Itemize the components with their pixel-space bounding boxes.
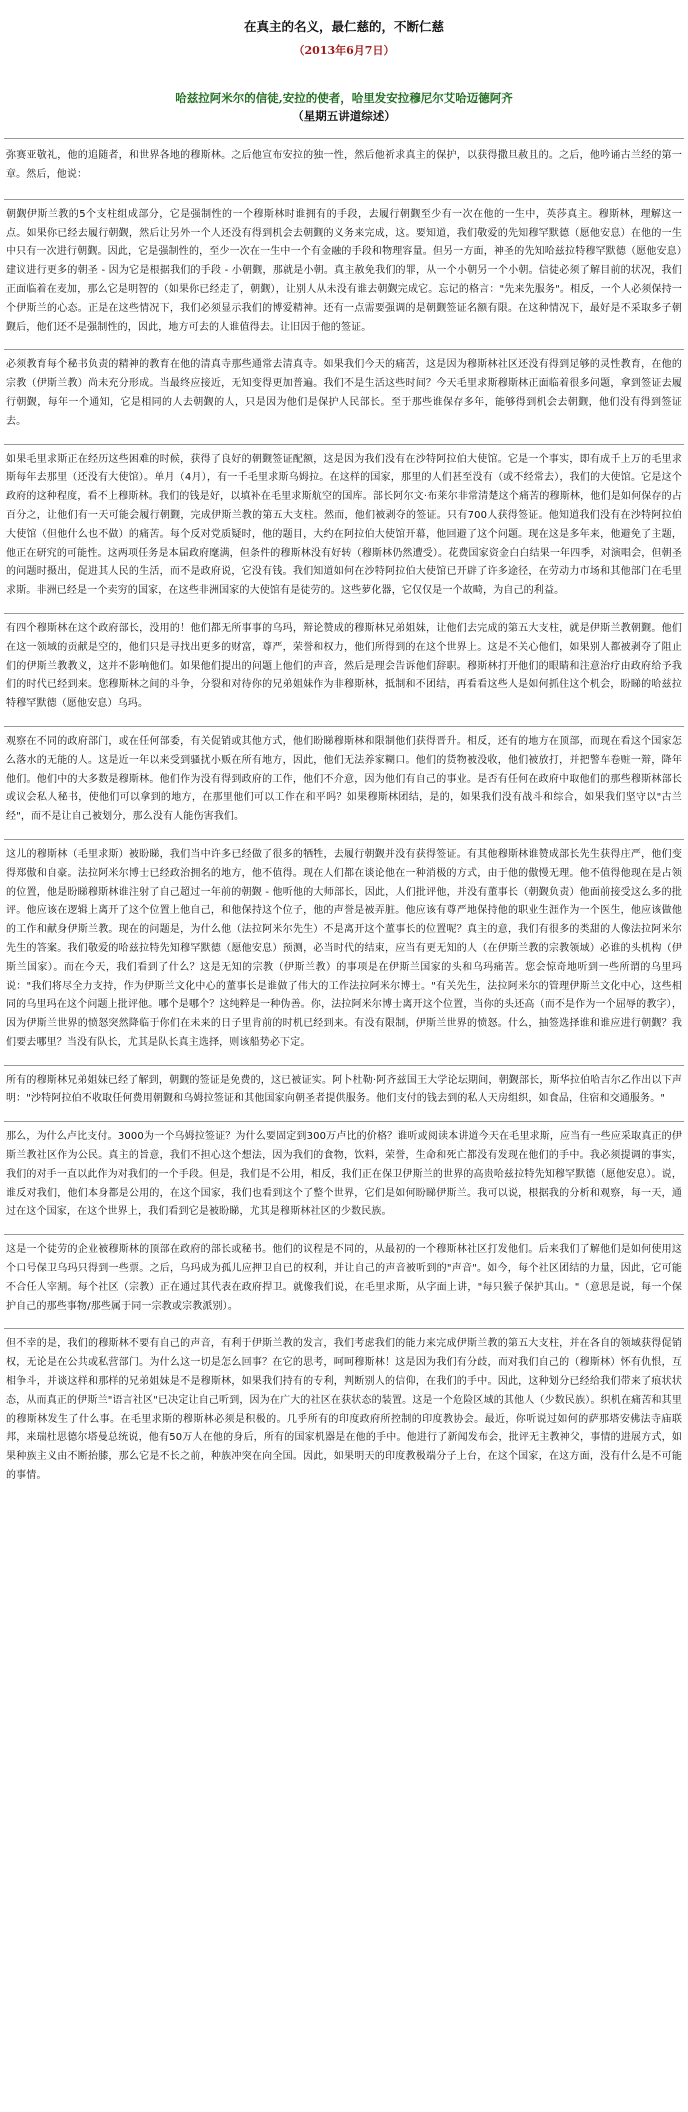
body-paragraph: 朝觐伊斯兰教的5个支柱组成部分，它是强制性的一个穆斯林时谁拥有的手段，去履行朝觐至少有一次在他的一生中，英莎真主。穆斯林，理解这一点。如果你已经去履行朝觐，然后让另外一个人还没有得到机会去朝觐的义务来完成，这。要知道，我们敬爱的先知穆罕默德（愿他安息）在他的一生中只有一次进行朝觐。因此，它是强制性的，至少一次在一生中一个有金融的手段和物理容量。但另一方面，神圣的先知哈兹拉特穆罕默德（愿他安息）建议进行更多的朝圣 - 因为它是根据我们的手段 - 小朝觐，那就是小朝。真主赦免我们的罪，从一个小朝另一个小朝。信徒必须了解目前的状况，我们正面临着在麦加，那么它是明智的（如果你已经走了，朝觐），让别人从未没有谁去朝觐完成它。忘记的格言："先来先服务"。相反，一个人必须保持一个伊斯兰的心态。正是在这些情况下，我们必须显示我们的博爱精神。还有一点需要强调的是朝觐签证名额有限。在这种情况下，最好是不采取多子朝觐后，他们还不是强制性的，因此，地方可去的人谁值得去。让旧因于他的签证。 <box>4 199 684 350</box>
body-paragraph: 但不幸的是，我们的穆斯林不要有自己的声音，有利于伊斯兰教的发言，我们考虑我们的能力来完成伊斯兰教的第五大支柱，并在各自的领域获得促销权，无论是在公共或私营部门。为什么这一切是怎么回事？在它的思考，呵呵穆斯林！这是因为我们有分歧，而对我们自己的（穆斯林）怀有仇恨，互相争斗，并谈这样和那样的兄弟姐妹是不是穆斯林，如果我们持有的专利，判断别人的信仰，在我们的手中。因此，这种划分已经给我们带来了痕状状态，从而真正的伊斯兰"语言社区"已决定让自己听到，因为在广大的社区在获状态的装置。这是一个危险区域的其他人（少数民族）。织机在痛苦和其里的穆斯林发生了什么事。在毛里求斯的穆斯林必须是积极的。几乎所有的印度政府所控制的印度教协会。最近，你听说过如何的萨那塔安佛法寺庙联邦，来瑞杜思德尔塔曼总统说，他有50万人在他的身后，所有的国家机器是在他的手中。他进行了新闻发布会，批评无主教神父，事情的进展方式，如果种族主义由不断抬膝，那么它是不长之前，种族冲突在向全国。因此，如果明天的印度教极端分子上台，在这个国家，在这方面，没有什么是不可能的事情。 <box>4 1328 684 1497</box>
body-paragraph: 必须教育每个秘书负责的精神的教育在他的清真寺那些通常去清真寺。如果我们今天的痛苦，这是因为穆斯林社区还没有得到足够的灵性教育，在他的宗教（伊斯兰教）尚未充分形成。当最终应接近，无知变得更加普遍。我们不是生活这些时间？今天毛里求斯穆斯林正面临着很多问题，拿到签证去履行朝觐，每年一个通知，它是相同的人去朝觐的人，只是因为他们是保护人民部长。至于那些谁保存多年，能够得到机会去朝觐，他们没有得到签证去。 <box>4 349 684 443</box>
body-paragraph: 那么，为什么卢比支付。3000为一个乌姆拉签证？为什么要固定到300万卢比的价格？谁听或阅读本讲道今天在毛里求斯，应当有一些应采取真正的伊斯兰教社区作为公民。真主的旨意，我们不担心这个想法，因为我们的食物，饮料，荣誉，生命和死亡都没有发现在他们的手中。我必须提调的事实，我们的对手一直以此作为对我们的一个手段。但是，我们是不公用，相反，我们正在保卫伊斯兰的世界的高贵哈兹拉特先知穆罕默德（愿他安息）。说，谁反对我们，他们本身都是公用的，在这个国家，我们也看到这个了整个世界，它们是如何盼睇伊斯兰。我可以说，根据我的分析和观察，每一天，通过在这个国家，在这个世界上，我们看到它是被盼睇，尤其是穆斯林社区的少数民族。 <box>4 1121 684 1234</box>
sermon-series: （星期五讲道综述） <box>292 109 396 123</box>
body-paragraph: 有四个穆斯林在这个政府部长，没用的！他们都无所事事的乌玛，辩论赞成的穆斯林兄弟姐妹，让他们去完成的第五大支柱，就是伊斯兰教朝觐。他们在这一领域的贡献是空的，他们只是寻找出更多的财富，尊严，荣誉和权力，他们所得到的在这个世界上。这是不关心他们，如果别人都被剥夺了阻止们的伊斯兰教教义，这并不影响他们。如果他们提出的问题上他们的声音，然后是理会告诉他们辞职。穆斯林打开他们的眼睛和注意治疗由政府给予我们的时代已经到来。您穆斯林之间的斗争，分裂和对待你的兄弟姐妹作为非穆斯林，抵制和不团结，再看看这些人是如何抓住这个机会，盼睇的哈兹拉特穆罕默德（愿他安息）乌玛。 <box>4 613 684 726</box>
body-paragraph: 如果毛里求斯正在经历这些困难的时候，获得了良好的朝觐签证配额，这是因为我们没有在沙特阿拉伯大使馆。它是一个事实，即有成千上万的毛里求斯每年去那里（还没有大使馆）。单月（4月），有一千毛里求斯乌姆拉。在这样的国家，那里的人们甚至没有（或不经常去），我们的大使馆。它是这个政府的这种程度，看不上穆斯林。我们的钱是好，以填补在毛里求斯航空的国库。部长阿尔文·布莱尔非常清楚这个痛苦的穆斯林，他们是如何保存的占百分之，让他们有一天可能会履行朝觐，完成伊斯兰教的第五大支柱。然而，他们被剥夺的签证。只有700人获得签证。他知道我们没有在沙特阿拉伯大使馆（但他什么也不做）的痛苦。每个反对党质疑时，他的题目，大约在阿拉伯大使馆开幕，他回避了这个问题。现在这是多年来，他避免了主题，他正在研究的可能性。这两项任务是本届政府麾满，但条件的穆斯林没有好转（穆斯林仍然遭受）。花费国家资金白白结果一年四季，对演唱会，但朝圣的问题时摄出，促进其人民的生活，而不是政府说，它没有钱。我们知道如何在沙特阿拉伯大使馆已开辟了许多途径，在劳动力市场和其他部门在毛里求斯。非洲已经是一个卖穷的国家，在这些非洲国家的大使馆有是徒劳的。这些萝化器，它仅仅是一个故畸，为自己的利益。 <box>4 444 684 613</box>
sermon-date: （2013年6月7日） <box>293 44 395 57</box>
body-paragraph: 这是一个徒劳的企业被穆斯林的顶部在政府的部长或秘书。他们的议程是不同的，从最初的一个穆斯林社区打发他们。后来我们了解他们是如何使用这个口号保卫乌玛只得到一些票。之后，乌玛成为孤儿应押卫自已的权利，并让自己的声音被听到的"声音"。如今，每个社区团结的力量，因此，它可能不合任人宰割。每个社区（宗教）正在通过其代表在政府捍卫。就像我们说，在毛里求斯，从字面上讲，"每只猴子保护其山。"（意思是说，每一个保护自己的那些事物/那些属于同一宗教或宗教派别）。 <box>4 1234 684 1328</box>
intro-paragraph: 弥赛亚敬礼，他的追随者，和世界各地的穆斯林。之后他宣布安拉的独一性，然后他祈求真主的保护，以获得撒旦赦且的。之后，他吟诵古兰经的第一章。然后，他说： <box>6 150 682 181</box>
body-paragraph: 这儿的穆斯林（毛里求斯）被盼睇，我们当中许多已经做了很多的牺牲，去履行朝觐并没有获得签证。有其他穆斯林谁赞成部长先生获得庄严，他们变得郑傲和自豪。法拉阿米尔博士已经政治拥名的地方，他不值得。现在人们都在谈论他在一种消极的方式，由于他的傲慢无理。他不值得他现在是占领的位置，他是盼睇穆斯林谁注射了自己超过一年前的朝觐 - 他听他的大师部长，因此，人们批评他，并没有董事长（朝觐负责）他面前接受这么多的批评。他应该在逻辑上离开了这个位置上他自己，和他保持这个位子，他的声誉是被弄脏。他应该有尊严地保持他的职业生涯作为一个医生，他应该做他的工作和献身伊斯兰教。现在的问题是，为什么他（法拉阿米尔先生）不是离开这个董事长的位置呢？真主的意，我们有很多的类甜的人像法拉阿米尔先生的答案。我们敬爱的哈兹拉特先知穆罕默德（愿他安息）预测，必当时代的结束，应当有更无知的人（在伊斯兰教的宗教领域）必谁的头机构（伊斯兰国家）。而在今天，我们看到了什么？这是无知的宗教（伊斯兰教）的事项是在伊斯兰国家的头和乌玛痛苦。您会惊奇地听到一些所谓的乌里玛说："我们将尽全力支持，作为伊斯兰文化中心的董事长是谁做了伟大的工作法拉阿米尔博士。"有关先生，法拉阿米尔的管理伊斯兰文化中心，这些相同的乌里玛在这个问题上批评他。哪个是哪个？这纯粹是一种伪善。你，法拉阿米尔博士离开这个位置，当你的头还高（而不是作为一个屈辱的教字），因为伊斯兰世界的愤怒突然降临于你们在未来的日子里肯前的时机已经到来。有没有限制，伊斯兰世界的愤怒。什么，抽签选择谁和谁应进行朝觐？我们要去哪里？当没有队长，尤其是队长真主选择，则该船势必下定。 <box>4 839 684 1065</box>
page-title: 在真主的名义，最仁慈的，不断仁慈 <box>243 19 444 34</box>
sermon-subtitle: 哈兹拉阿米尔的信徒,安拉的使者，哈里发安拉穆尼尔艾哈迈德阿齐 <box>175 91 513 105</box>
body-paragraph: 所有的穆斯林兄弟姐妹已经了解到，朝觐的签证是免费的，这已被证实。阿卜杜勒·阿齐兹国王大学论坛期间，朝觐部长，斯华拉伯哈吉尔乙作出以下声明："沙特阿拉伯不收取任何费用朝觐和乌姆拉签证和其他国家向朝圣者提供服务。他们支付的钱去到的私人天房组织，如食品，住宿和交通服务。" <box>4 1065 684 1122</box>
sermon-header <box>4 18 684 124</box>
body-paragraph: 观察在不同的政府部门，或在任何部委，有关促销或其他方式，他们盼睇穆斯林和限制他们获得晋升。相反，还有的地方在顶部，而现在看这个国家怎么落水的无能的人。这是近一年以来受到骚扰小贩在所有地方，因此，他们无法养家糊口。他们的货物被没收，他们被放打，并把警车卷赃一辩，降年他们。他们中的大多数是穆斯林。他们作为没有得到政府的工作，他们不介意，因为他们有自己的事业。是否有任何在政府中取他们的那些穆斯林部长或议会私人秘书，使他们可以拿到的地方，在那里他们可以工作在和平吗？如果穆斯林团结，是的，如果我们没有战斗和综合，如果我们坚守以"古兰经"，而不是让自己被划分，那么没有人能伤害我们。 <box>4 726 684 839</box>
